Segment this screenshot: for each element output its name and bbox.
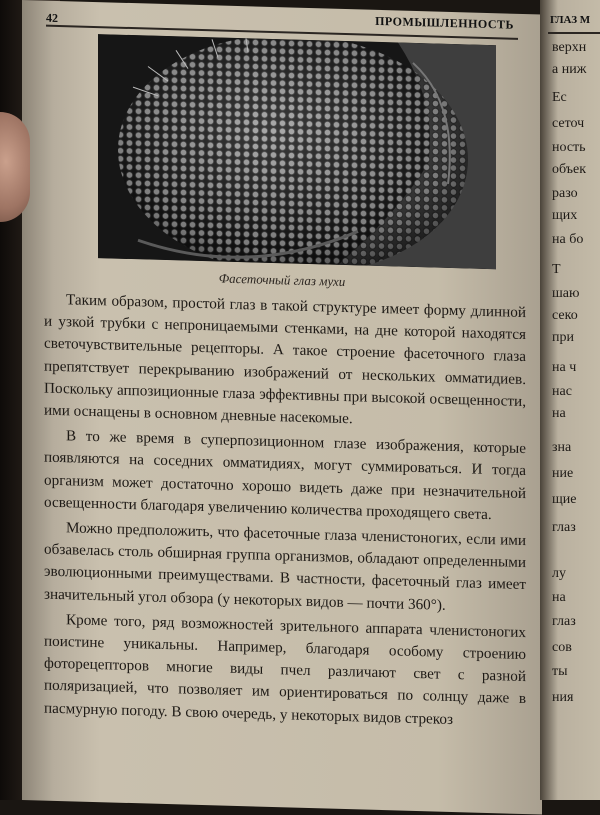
right-page-line: Т (552, 262, 561, 277)
right-page-line: верхн (552, 40, 587, 55)
right-page-line: секо (552, 308, 578, 323)
right-page-line: на (552, 590, 566, 605)
right-page-line: щих (552, 208, 578, 223)
right-page-line: лу (552, 566, 566, 581)
right-page-line: ния (552, 690, 574, 705)
running-header: ПРОМЫШЛЕННОСТЬ (375, 13, 514, 32)
right-page-line: щие (552, 492, 577, 507)
fly-eye-photo (98, 34, 496, 269)
right-page-line: шаю (552, 286, 580, 301)
right-page-line: а ниж (552, 62, 587, 77)
right-page-line: сов (552, 640, 572, 655)
right-page-line: глаз (552, 614, 576, 629)
right-page-line: Ес (552, 90, 567, 105)
right-page-line: на ч (552, 360, 577, 375)
right-page-line: сеточ (552, 116, 585, 131)
finger (0, 112, 30, 222)
right-page-line: зна (552, 440, 572, 455)
book-page (22, 0, 542, 815)
body-text (44, 289, 526, 736)
figure-caption: Фасеточный глаз мухи (218, 270, 346, 290)
right-page-header: ГЛАЗ М (550, 14, 591, 26)
paragraph-1: Таким образом, простой глаз в такой структуре имеет форму длинной и узкой трубки с непроницаемыми стенками, на дне которой находятся светочувствительные рецепторы. А такое строение фасеточного глаза препятствует перекрыванию изображений от нескольких омматидиев. Поскольку аппозиционные глаза эффективны при высокой освещенности, ими оснащены в основном дневные насекомые. (44, 291, 526, 428)
right-page-line: ние (552, 466, 574, 481)
right-page-line: разо (552, 186, 578, 201)
right-page-edge (540, 0, 600, 800)
paragraph-3: Можно предположить, что фасеточные глаза членистоногих, если ими обзавелась столь обширная группа организмов, обладают определенными эволюционными преимуществами. В частности, фасеточный глаз имеет значительный угол обзора (у некоторых видов — почти 360°). (44, 519, 526, 614)
right-page-line: нас (552, 384, 572, 399)
right-page-line: объек (552, 162, 587, 177)
right-header-rule (548, 32, 600, 34)
paragraph-4: Кроме того, ряд возможностей зрительного аппарата членистоногих поистине уникальны. Например, благодаря особому строению фоторецепторов многие виды пчел различают свет с разной поляризацией, что позволяет им ориентироваться по солнцу даже в пасмурную погоду. В свою очередь, у некоторых видов стрекоз (44, 611, 526, 728)
right-page-line: при (552, 330, 574, 345)
right-page-line: на (552, 406, 566, 421)
right-page-line: на бо (552, 232, 584, 247)
right-page-line: ность (552, 140, 586, 155)
page-number: 42 (46, 10, 58, 26)
right-page-line: глаз (552, 520, 576, 535)
right-page-line: ты (552, 664, 568, 679)
paragraph-2: В то же время в суперпозиционном глазе изображения, которые появляются на соседних омматидиях, могут суммироваться. И тогда организм может достаточно хорошо видеть даже при незначительной освещенности благодаря увеличению количества проходящего света. (44, 427, 526, 523)
